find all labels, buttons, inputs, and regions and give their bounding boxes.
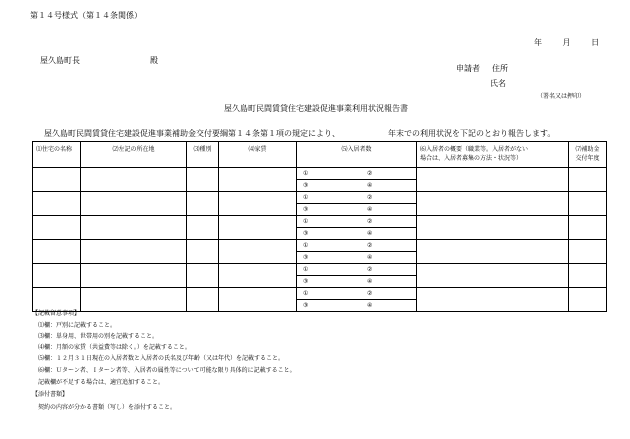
table-cell[interactable] — [569, 192, 607, 216]
table-cell[interactable] — [33, 192, 81, 216]
table-row — [33, 168, 607, 180]
table-header-row — [33, 142, 607, 168]
note-item: ⑷欄：月額の家賃（共益費等は除く。）を記載すること。 — [38, 344, 191, 351]
attachments-heading: 【添付書類】 — [32, 391, 69, 398]
table-cell[interactable] — [187, 216, 219, 240]
mark-4: ④ — [367, 181, 373, 189]
table-cell[interactable] — [219, 216, 297, 240]
table-cell[interactable] — [569, 168, 607, 192]
note-item: ⑴欄：戸別に記載すること。 — [38, 322, 117, 329]
header-location: ⑵左記の所在地 — [81, 142, 187, 168]
mark-1: ① — [303, 241, 309, 249]
date-year: 年 — [534, 38, 542, 47]
mark-2: ② — [367, 289, 373, 297]
intro-part2: 年末での利用状況を下記のとおり報告します。 — [388, 129, 556, 138]
table-cell[interactable] — [417, 264, 569, 288]
table-cell[interactable] — [81, 216, 187, 240]
table-cell[interactable] — [417, 216, 569, 240]
table-cell[interactable] — [33, 168, 81, 192]
form-number: 第１４号様式（第１４条関係） — [30, 11, 142, 20]
table-cell[interactable] — [417, 240, 569, 264]
intro-part1: 屋久島町民間賃貸住宅建設促進事業補助金交付要綱第１４条第１項の規定により、 — [44, 129, 340, 138]
mark-4: ④ — [367, 205, 373, 213]
table-cell[interactable] — [187, 264, 219, 288]
occupant-pair-cell[interactable] — [297, 288, 417, 300]
table-cell[interactable] — [33, 264, 81, 288]
date-day: 日 — [591, 38, 600, 47]
occupant-pair-cell[interactable] — [297, 252, 417, 264]
table-row — [33, 264, 607, 276]
table-cell[interactable] — [33, 240, 81, 264]
mark-3: ③ — [303, 301, 309, 309]
header-subsidy-year — [569, 142, 607, 168]
header-rent: ⑷家賃 — [219, 142, 297, 168]
mark-4: ④ — [367, 229, 373, 237]
table-cell[interactable] — [81, 264, 187, 288]
occupant-pair-cell[interactable] — [297, 240, 417, 252]
table-cell[interactable] — [219, 192, 297, 216]
table-row — [33, 192, 607, 204]
table-row — [33, 216, 607, 228]
note-item: 記載欄が不足する場合は、適宜追加すること。 — [38, 379, 165, 386]
occupant-pair-cell[interactable] — [297, 264, 417, 276]
document-title: 屋久島町民間賃貸住宅建設促進事業利用状況報告書 — [224, 104, 408, 113]
table-cell[interactable] — [187, 288, 219, 312]
table-cell[interactable] — [81, 240, 187, 264]
date-line — [534, 39, 599, 47]
mark-2: ② — [367, 169, 373, 177]
occupant-pair-cell[interactable] — [297, 216, 417, 228]
mark-2: ② — [367, 241, 373, 249]
table-cell[interactable] — [219, 240, 297, 264]
header-overview-line1: ⑹入居者の概要（職業等。入居者がない — [420, 146, 529, 153]
table-row — [33, 240, 607, 252]
address-label: 住所 — [492, 64, 508, 73]
date-month: 月 — [562, 38, 571, 47]
mark-3: ③ — [303, 277, 309, 285]
occupant-pair-cell[interactable] — [297, 204, 417, 216]
mark-3: ③ — [303, 205, 309, 213]
table-cell[interactable] — [81, 288, 187, 312]
note-item: ⑶欄：単身用、世帯用の別を記載すること。 — [38, 333, 159, 340]
occupant-pair-cell[interactable] — [297, 192, 417, 204]
occupant-pair-cell[interactable] — [297, 168, 417, 180]
addressee-name: 屋久島町長 — [40, 56, 80, 65]
applicant-address — [456, 65, 508, 73]
table-cell[interactable] — [417, 288, 569, 312]
applicant-name: 氏名 — [490, 79, 506, 88]
applicant-label: 申請者 — [456, 64, 480, 73]
table-cell[interactable] — [33, 288, 81, 312]
table-cell[interactable] — [219, 288, 297, 312]
mark-1: ① — [303, 217, 309, 225]
mark-4: ④ — [367, 301, 373, 309]
mark-3: ③ — [303, 253, 309, 261]
table-cell[interactable] — [187, 168, 219, 192]
header-occupants: ⑸入居者数 — [297, 142, 417, 168]
report-table — [32, 141, 607, 312]
header-house-name: ⑴住宅の名称 — [33, 142, 81, 168]
occupant-pair-cell[interactable] — [297, 276, 417, 288]
table-cell[interactable] — [187, 192, 219, 216]
table-cell[interactable] — [569, 288, 607, 312]
mark-4: ④ — [367, 277, 373, 285]
header-subsidy-line1: ⑺補助金 — [575, 146, 600, 153]
note-item: ⑸欄：１２月３１日現在の入居者数と入居者の氏名及び年齢（又は年代）を記載すること。 — [38, 355, 285, 362]
note-item: ⑹欄：Ｕターン者、Ｉターン者等、入居者の属性等について可能な限り具体的に記載すること。 — [38, 367, 296, 374]
table-cell[interactable] — [569, 216, 607, 240]
table-cell[interactable] — [569, 240, 607, 264]
notes-heading: 【記載留意事項】 — [32, 310, 81, 317]
occupant-pair-cell[interactable] — [297, 228, 417, 240]
header-overview — [417, 142, 569, 168]
mark-1: ① — [303, 289, 309, 297]
table-row — [33, 288, 607, 300]
honorific: 殿 — [150, 56, 158, 65]
header-subsidy-line2: 交付年度 — [575, 155, 600, 162]
occupant-pair-cell[interactable] — [297, 300, 417, 312]
table-cell[interactable] — [219, 168, 297, 192]
mark-2: ② — [367, 217, 373, 225]
table-cell[interactable] — [219, 264, 297, 288]
table-cell[interactable] — [569, 264, 607, 288]
table-cell[interactable] — [417, 192, 569, 216]
mark-3: ③ — [303, 229, 309, 237]
mark-1: ① — [303, 169, 309, 177]
occupant-pair-cell[interactable] — [297, 180, 417, 192]
mark-4: ④ — [367, 253, 373, 261]
table-cell[interactable] — [81, 168, 187, 192]
header-overview-line2: 場合は、入居者募集の方法・状況等） — [420, 155, 523, 162]
mark-1: ① — [303, 265, 309, 273]
table-cell[interactable] — [33, 216, 81, 240]
mark-3: ③ — [303, 181, 309, 189]
table-cell[interactable] — [187, 240, 219, 264]
intro-text — [44, 130, 555, 138]
mark-2: ② — [367, 265, 373, 273]
header-type: ⑶種別 — [187, 142, 219, 168]
table-cell[interactable] — [81, 192, 187, 216]
seal-note: （署名又は押印） — [537, 93, 586, 100]
mark-2: ② — [367, 193, 373, 201]
table-cell[interactable] — [417, 168, 569, 192]
addressee — [40, 57, 158, 65]
mark-1: ① — [303, 193, 309, 201]
attachment-item: 契約の内容が分かる書類（写し）を添付すること。 — [38, 404, 177, 411]
